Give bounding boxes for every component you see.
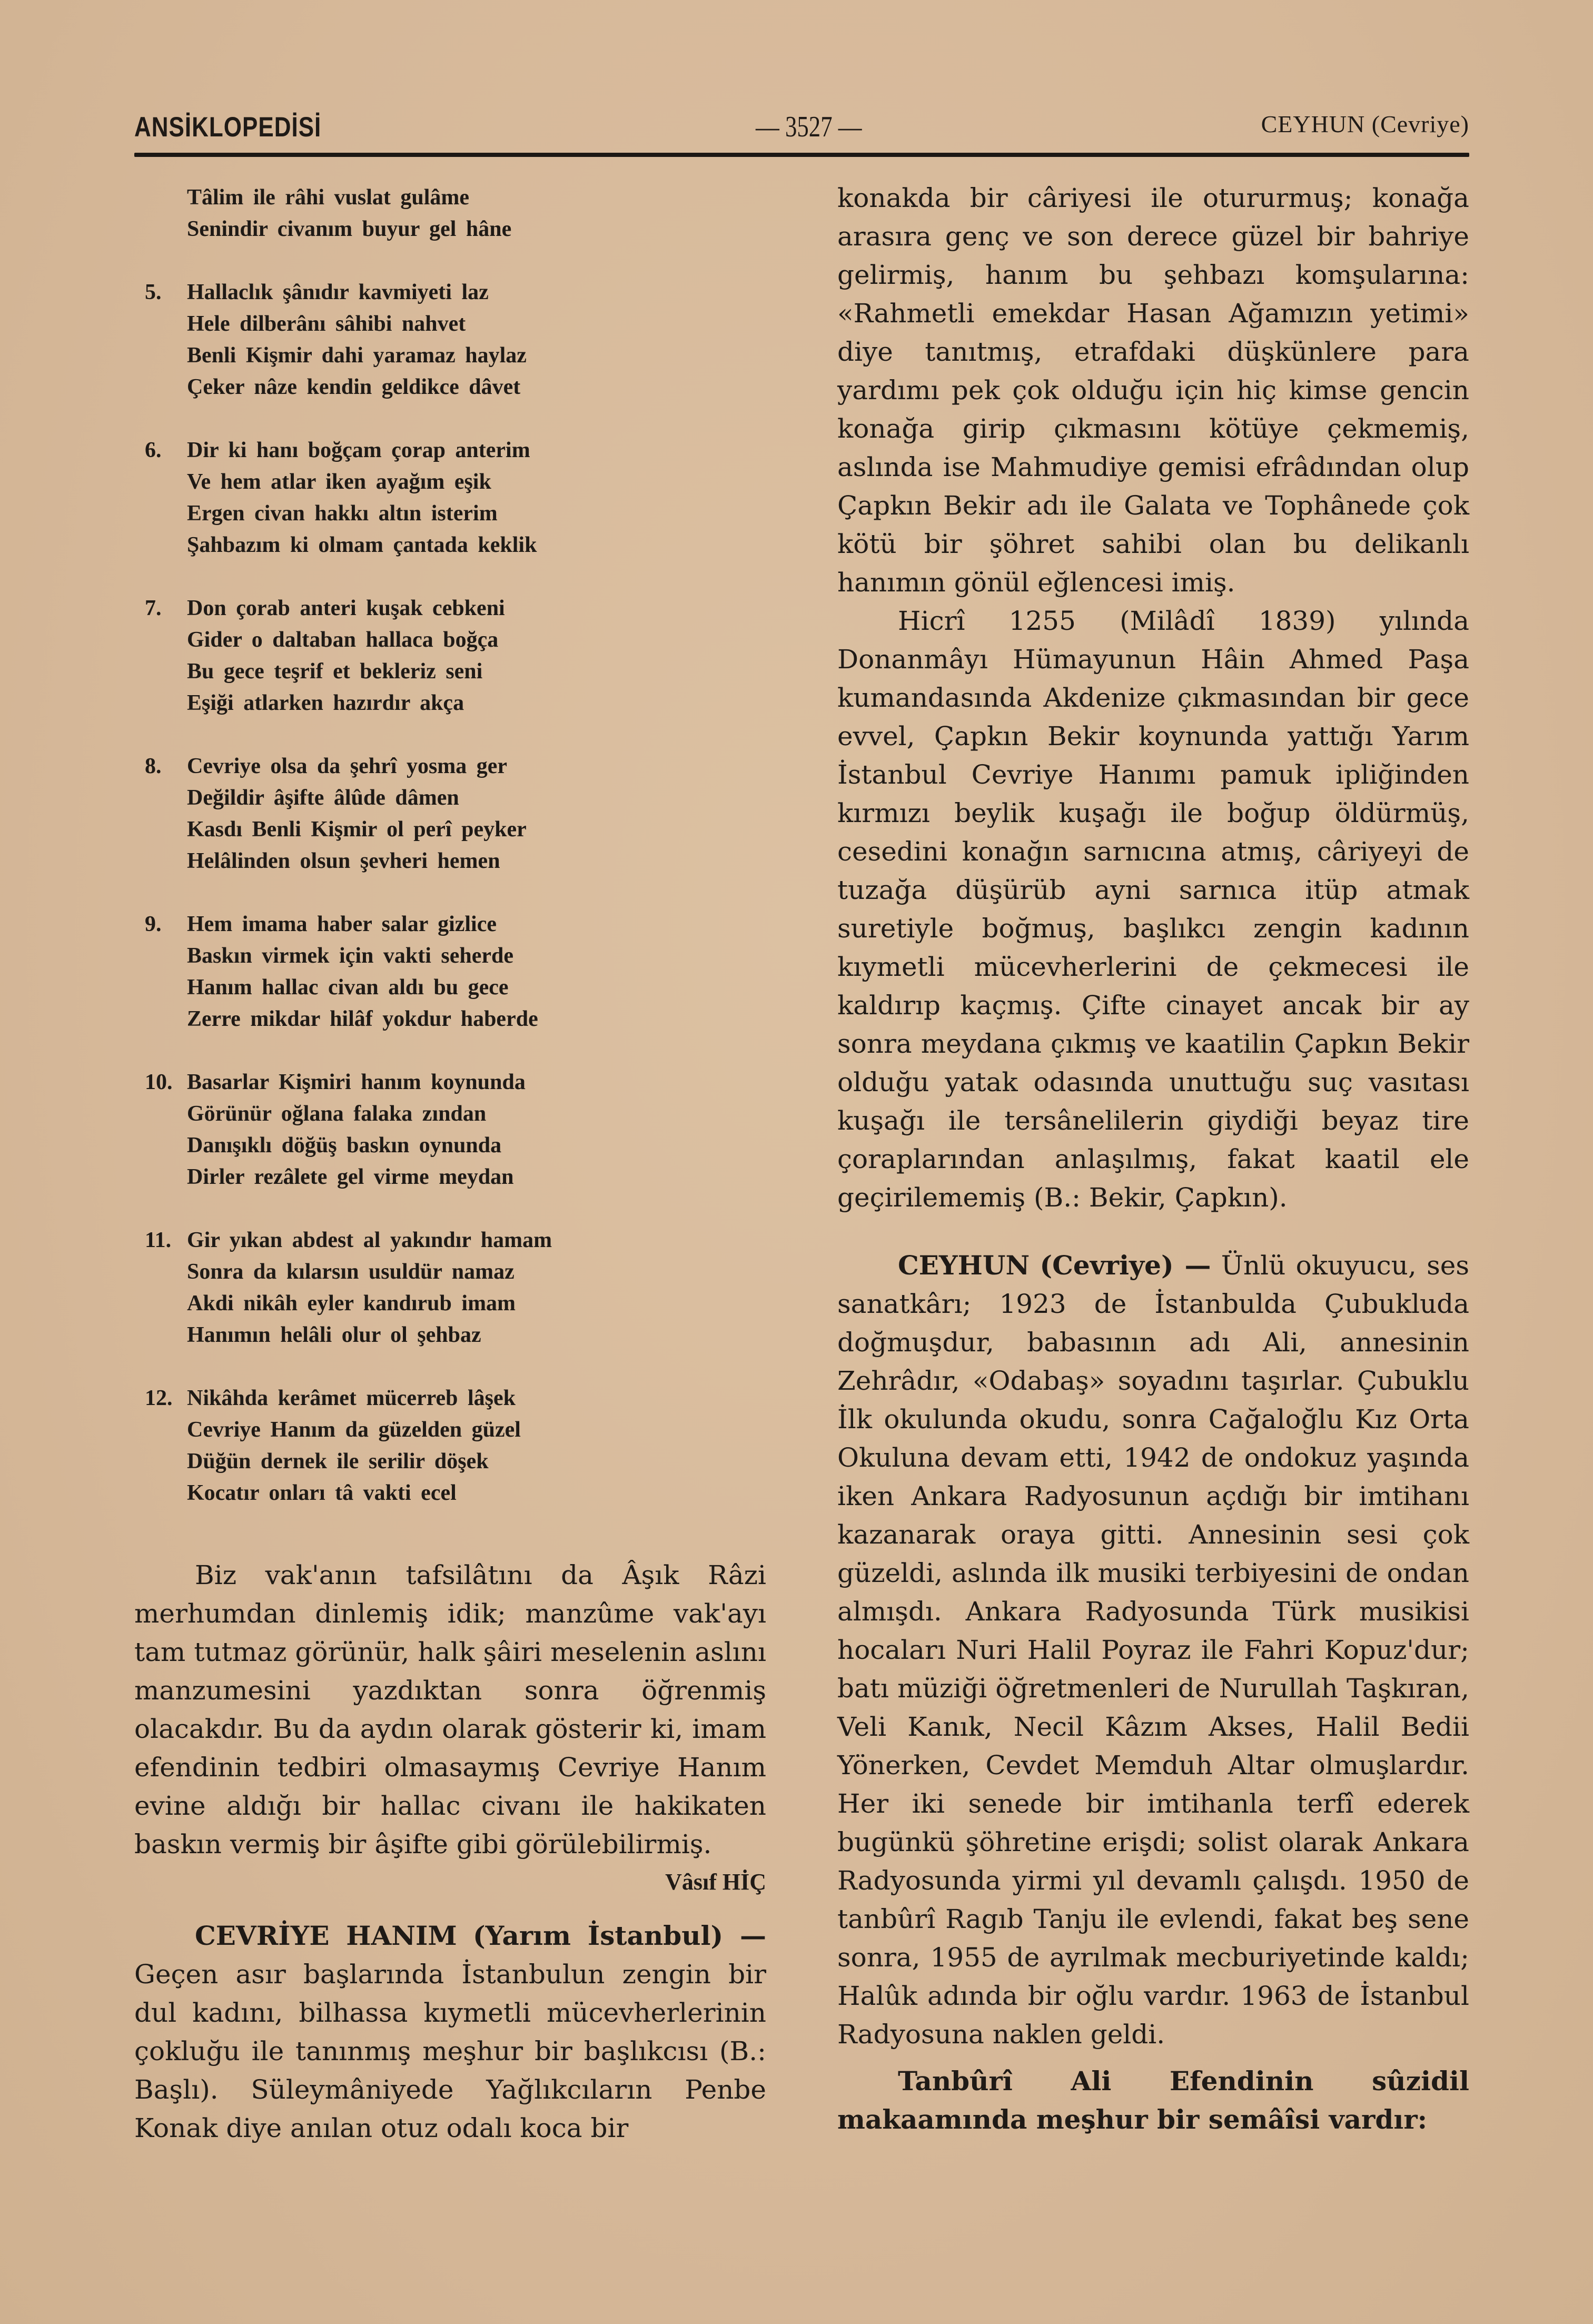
stanza-number <box>134 1446 187 1477</box>
verse-line <box>134 1288 766 1319</box>
verse-text: Hem imama haber salar gizlice <box>187 912 497 936</box>
verse-text: Kasdı Benli Kişmir ol perî peyker <box>187 817 527 842</box>
verse-line <box>134 498 766 529</box>
entry-subtitle: (Yarım İstanbul) — <box>472 1920 766 1951</box>
stanza-number <box>134 656 187 687</box>
entry-subtitle: (Cevriye) — <box>1040 1250 1211 1281</box>
verse-line <box>134 1477 766 1509</box>
stanza-number <box>134 1414 187 1446</box>
continuation-paragraph: konakda bir câriyesi ile otururmuş; konağa arasıra genç ve son derece güzel bir bahriye gelirmiş, hanım bu şehbazı komşularına: «Rahmetli emekdar Hasan Ağamızın yetimi» diye tanıtmış, etrafdaki düşkünlere para yardımı pek çok olduğu için hiç kimse gencin konağa girip çıkmasını kötüye çekmemiş, aslında ise Mahmudiye gemisi efrâdından olup Çapkın Bekir adı ile Galata ve Tophânede çok kötü bir şöhret sahibi olan bu delikanlı hanımın gönül eğlencesi imiş. <box>837 183 1469 598</box>
commentary-paragraph: Biz vak'anın tafsilâtını da Âşık Râzi merhumdan dinlemiş idik; manzûme vak'ayı tam tutmaz görünür, halk şâiri meselenin aslını manzumesini yazdıktan sonra öğrenmiş olacakdır. Bu da aydın olarak gösterir ki, imam efendinin tedbiri olmasaymış Cevriye Hanım evine aldığı bir hallac civanı ile hakikaten baskın vermiş bir âşifte gibi görülebilirmiş. <box>134 1560 766 1860</box>
verse-text: Danışıklı döğüş baskın oynunda <box>187 1133 502 1158</box>
stanza-number <box>134 1288 187 1319</box>
verse-line <box>134 434 766 466</box>
stanza-number <box>134 371 187 403</box>
entry-title: CEYHUN <box>898 1250 1030 1281</box>
stanza-number <box>134 308 187 340</box>
verse-line <box>134 340 766 371</box>
stanza-number <box>134 1161 187 1193</box>
verse-line <box>134 1256 766 1288</box>
poem-stanza <box>134 750 766 877</box>
verse-text: Hanım hallac civan aldı bu gece <box>187 975 509 1000</box>
verse-line <box>134 687 766 719</box>
stanza-number <box>134 782 187 814</box>
verse-text: Ergen civan hakkı altın isterim <box>187 501 498 526</box>
verse-text: Zerre mikdar hilâf yokdur haberde <box>187 1007 538 1031</box>
verse-text: Baskın virmek için vakti seherde <box>187 944 514 968</box>
verse-line <box>134 1161 766 1193</box>
poem-stanza <box>134 434 766 561</box>
stanza-number <box>134 814 187 845</box>
stanza-number <box>134 1319 187 1351</box>
running-title-left: ANSİKLOPEDİSİ <box>134 112 322 143</box>
poem-stanza <box>134 182 766 245</box>
header-rule <box>134 153 1469 157</box>
verse-text: Gider o daltaban hallaca boğça <box>187 628 499 652</box>
verse-text: Benli Kişmir dahi yaramaz haylaz <box>187 343 527 368</box>
verse-line <box>134 624 766 656</box>
stanza-number <box>134 972 187 1003</box>
stanza-number: 6. <box>145 438 162 462</box>
verse-text: Cevriye olsa da şehrî yosma ger <box>187 754 508 778</box>
verse-line <box>134 1446 766 1477</box>
verse-line <box>134 1319 766 1351</box>
verse-text: Sonra da kılarsın usuldür namaz <box>187 1260 514 1284</box>
poem-stanza <box>134 592 766 719</box>
verse-text: Çeker nâze kendin geldikce dâvet <box>187 375 521 399</box>
verse-line <box>134 529 766 561</box>
stanza-number: 10. <box>145 1070 173 1094</box>
verse-line <box>134 466 766 498</box>
stanza-number: 12. <box>145 1386 173 1410</box>
verse-text: Ve hem atlar iken ayağım eşik <box>187 470 491 494</box>
verse-line <box>134 1003 766 1035</box>
stanza-number: 5. <box>145 280 162 304</box>
verse-line <box>134 940 766 972</box>
poem-stanza <box>134 908 766 1035</box>
stanza-number <box>134 1477 187 1509</box>
running-title-right: CEYHUN (Cevriye) <box>1261 111 1469 137</box>
poem-stanza <box>134 1224 766 1351</box>
verse-line <box>134 276 766 308</box>
verse-text: Don çorab anteri kuşak cebkeni <box>187 596 505 620</box>
verse-text: Hele dilberânı sâhibi nahvet <box>187 312 466 336</box>
entry-cevriye-hanim <box>134 1916 766 2148</box>
verse-text: Cevriye Hanım da güzelden güzel <box>187 1418 521 1442</box>
stanza-number: 9. <box>145 912 162 936</box>
poem-stanza <box>134 1066 766 1193</box>
right-column <box>837 179 1469 2139</box>
verse-text: Basarlar Kişmiri hanım koynunda <box>187 1070 526 1094</box>
verse-text: Hallaclık şânıdır kavmiyeti laz <box>187 280 489 304</box>
verse-line <box>134 1130 766 1161</box>
verse-text: Kocatır onları tâ vakti ecel <box>187 1481 457 1505</box>
verse-text: Nikâhda kerâmet mücerreb lâşek <box>187 1386 516 1410</box>
page-number: — 3527 — <box>756 111 862 143</box>
closing-paragraph: Tanbûrî Ali Efendinin sûzidil makaamında meşhur bir semâîsi vardır: <box>837 2065 1469 2135</box>
stanza-number <box>134 529 187 561</box>
verse-text: Dir ki hanı boğçam çorap anterim <box>187 438 530 462</box>
verse-text: Tâlim ile râhi vuslat gulâme <box>187 185 469 210</box>
stanza-number <box>134 845 187 877</box>
verse-text: Bu gece teşrif et bekleriz seni <box>187 659 483 684</box>
stanza-number <box>134 340 187 371</box>
verse-text: Hanımın helâli olur ol şehbaz <box>187 1323 481 1347</box>
verse-line <box>134 592 766 624</box>
stanza-number: 8. <box>145 754 162 778</box>
verse-line <box>134 845 766 877</box>
stanza-number <box>134 466 187 498</box>
poem <box>134 182 766 1509</box>
verse-line <box>134 750 766 782</box>
murder-paragraph: Hicrî 1255 (Milâdî 1839) yılında Donanmâyı Hümayunun Hâin Ahmed Paşa kumandasında Akdenize çıkmasından bir gece evvel, Çapkın Bekir koynunda yattığı Yarım İstanbul Cevriye Hanımı pamuk ipliğinden kırmızı beylik kuşağı ile boğup öldürmüş, cesedini konağın sarnıcına atmış, câriyeyi de tuzağa düşürüb ayni sarnıca itüp atmak suretiyle boğmuş, başlıkcı zengin kadının kıymetli mücevherlerini de çekmecesi ile kaldırıp kaçmış. Çifte cinayet ancak bir ay sonra meydana çıkmış ve kaatilin Çapkın Bekir olduğu yatak odasında unuttuğu suç vasıtası kuşağı ile tersânelilerin giydiği beyaz tire çoraplarından anlaşılmış, fakat kaatil ele geçirilememiş (B.: Bekir, Çapkın). <box>837 606 1469 1213</box>
author-signature: Vâsıf HİÇ <box>665 1869 766 1895</box>
poem-stanza <box>134 276 766 403</box>
verse-text: Senindir civanım buyur gel hâne <box>187 217 512 241</box>
stanza-number <box>134 687 187 719</box>
stanza-number <box>134 1130 187 1161</box>
stanza-number <box>134 1098 187 1130</box>
verse-line <box>134 656 766 687</box>
stanza-number: 7. <box>145 596 162 620</box>
verse-line <box>134 972 766 1003</box>
entry-ceyhun <box>837 1246 1469 2054</box>
verse-line <box>134 1066 766 1098</box>
poem-stanza <box>134 1382 766 1509</box>
left-column <box>134 182 766 2148</box>
stanza-number <box>134 624 187 656</box>
verse-line <box>134 308 766 340</box>
verse-line <box>134 782 766 814</box>
verse-line <box>134 1382 766 1414</box>
stanza-number <box>134 1256 187 1288</box>
entry-text: Geçen asır başlarında İstanbulun zengin bir dul kadını, bilhassa kıymetli mücevherlerinin çokluğu ile tanınmış meşhur bir başlıkcısı (B.: Başlı). Süleymâniyede Yağlıkcıların Penbe Konak diye anılan otuz odalı koca bir <box>134 1959 766 2143</box>
stanza-number <box>134 1003 187 1035</box>
verse-text: Eşiği atlarken hazırdır akça <box>187 691 464 715</box>
verse-text: Akdi nikâh eyler kandırub imam <box>187 1291 516 1316</box>
entry-text: Ünlü okuyucu, ses sanatkârı; 1923 de İstanbulda Çubukluda doğmuşdur, babasının adı Ali, annesinin Zehrâdır, «Odabaş» soyadını taşırlar. Çubuklu İlk okulunda okudu, sonra Cağaloğlu Kız Orta Okuluna devam etti, 1942 de ondokuz yaşında iken Ankara Radyosunun açdığı bir imtihanı kazanarak oraya gitti. Annesinin sesi çok güzeldi, aslında ilk musiki terbiyesini de ondan almışdı. Ankara Radyosunda Türk musikisi hocaları Nuri Halil Poyraz ile Fahri Kopuz'dur; batı müziği öğretmenleri de Nurullah Taşkıran, Veli Kanık, Necil Kâzım Akses, Halil Bedii Yönerken, Cevdet Memduh Altar olmuşlardır. Her iki senede bir imtihanla terfî ederek bugünkü şöhretine erişdi; solist olarak Ankara Radyosunda yirmi yıl devamlı çalışdı. 1950 de tanbûrî Ragıb Tanju ile evlendi, fakat beş sene sonra, 1955 de ayrılmak mecburiyetinde kaldı; Halûk adında bir oğlu vardır. 1963 de İstanbul Radyosuna naklen geldi. <box>837 1250 1469 2050</box>
verse-line <box>134 1414 766 1446</box>
stanza-number: 11. <box>145 1228 172 1252</box>
verse-text: Şahbazım ki olmam çantada keklik <box>187 533 537 557</box>
verse-text: Helâlinden olsun şevheri hemen <box>187 849 500 873</box>
verse-text: Gir yıkan abdest al yakındır hamam <box>187 1228 552 1252</box>
stanza-number <box>134 498 187 529</box>
verse-text: Dirler rezâlete gel virme meydan <box>187 1165 514 1189</box>
verse-line <box>134 1224 766 1256</box>
page-header <box>134 108 1469 145</box>
verse-line <box>134 1098 766 1130</box>
verse-line <box>134 814 766 845</box>
stanza-number <box>134 940 187 972</box>
verse-text: Değildir âşifte âlûde dâmen <box>187 786 459 810</box>
verse-line <box>134 371 766 403</box>
verse-line <box>134 908 766 940</box>
verse-line <box>134 182 766 213</box>
verse-text: Görünür oğlana falaka zından <box>187 1102 487 1126</box>
stanza-number <box>134 182 187 213</box>
verse-text: Düğün dernek ile serilir döşek <box>187 1449 489 1473</box>
verse-line <box>134 213 766 245</box>
entry-title: CEVRİYE HANIM <box>195 1920 457 1951</box>
stanza-number <box>134 213 187 245</box>
